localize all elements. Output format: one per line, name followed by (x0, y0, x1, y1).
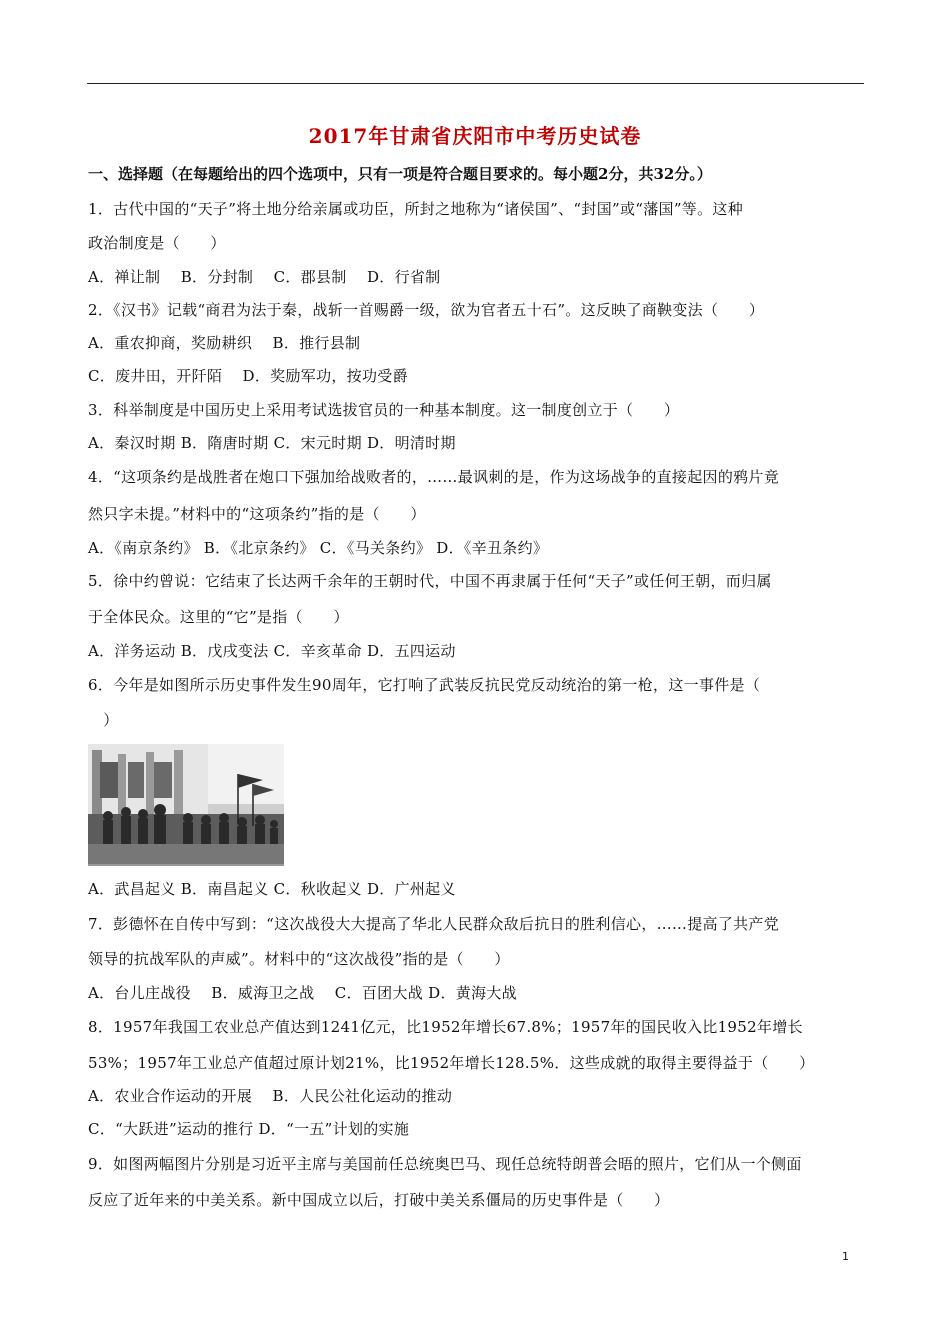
page-number: 1 (842, 1250, 849, 1263)
text-line: 53%；1957年工业总产值超过原计划21%，比1952年增长128.5%．这些成就的取得主要得益于（ ） (88, 1054, 815, 1072)
option-line: A．洋务运动 B．戊戌变法 C．辛亥革命 D．五四运动 (88, 642, 456, 660)
section-heading: 一、选择题（在每题给出的四个选项中，只有一项是符合题目要求的。每小题2分，共32分。） (88, 165, 712, 183)
option-line: A．禅让制 B．分封制 C．郡县制 D．行省制 (88, 268, 441, 286)
option-line: A．《南京条约》 B．《北京条约》 C．《马关条约》 D．《辛丑条约》 (88, 539, 549, 557)
text-line: 7．彭德怀在自传中写到：“这次战役大大提高了华北人民群众敌后抗日的胜利信心，……提高了共产党 (88, 915, 780, 933)
text-line: 然只字未提。”材料中的“这项条约”指的是（ ） (88, 505, 426, 523)
document-title: 2017年甘肃省庆阳市中考历史试卷 (308, 124, 642, 148)
option-line: A．武昌起义 B．南昌起义 C．秋收起义 D．广州起义 (88, 880, 456, 898)
text-line: 6．今年是如图所示历史事件发生90周年，它打响了武装反抗民党反动统治的第一枪，这一事件是（ (88, 676, 761, 694)
option-line: C．“大跃进”运动的推行 D．“一五”计划的实施 (88, 1120, 410, 1138)
text-line: 3．科举制度是中国历史上采用考试选拔官员的一种基本制度。这一制度创立于（ ） (88, 401, 680, 419)
option-line: C．废井田，开阡陌 D．奖励军功，按功受爵 (88, 367, 408, 385)
option-line: A．重农抑商，奖励耕织 B．推行县制 (88, 334, 361, 352)
header-rule (87, 83, 864, 84)
text-line: 8．1957年我国工农业总产值达到1241亿元，比1952年增长67.8%；1957年的国民收入比1952年增长 (88, 1018, 803, 1036)
text-line: 4．“这项条约是战胜者在炮口下强加给战败者的，……最讽刺的是，作为这场战争的直接起因的鸦片竟 (88, 468, 780, 486)
text-line: 反应了近年来的中美关系。新中国成立以后，打破中美关系僵局的历史事件是（ ） (88, 1191, 670, 1209)
text-line: 1．古代中国的“天子”将土地分给亲属或功臣，所封之地称为“诸侯国”、“封国”或“藩国”等。这种 (88, 200, 743, 218)
option-line: A．农业合作运动的开展 B．人民公社化运动的推动 (88, 1087, 453, 1105)
text-line: 政治制度是（ ） (88, 234, 226, 252)
text-line: 5．徐中约曾说：它结束了长达两千余年的王朝时代，中国不再隶属于任何“天子”或任何王朝，而归属 (88, 572, 772, 590)
text-line: ） (88, 711, 119, 729)
text-line: 于全体民众。这里的“它”是指（ ） (88, 608, 349, 626)
text-line: 2．《汉书》记载“商君为法于秦，战斩一首赐爵一级，欲为官者五十石”。这反映了商鞅变法（ ） (88, 301, 765, 319)
text-line: 领导的抗战军队的声威”。材料中的“这次战役”指的是（ ） (88, 950, 510, 968)
option-line: A．台儿庄战役 B．威海卫之战 C．百团大战 D．黄海大战 (88, 984, 517, 1002)
text-line: 9．如图两幅图片分别是习近平主席与美国前任总统奥巴马、现任总统特朗普会晤的照片，它们从一个侧面 (88, 1155, 802, 1173)
option-line: A．秦汉时期 B．隋唐时期 C．宋元时期 D．明清时期 (88, 434, 456, 452)
historical-event-photo (88, 744, 284, 866)
